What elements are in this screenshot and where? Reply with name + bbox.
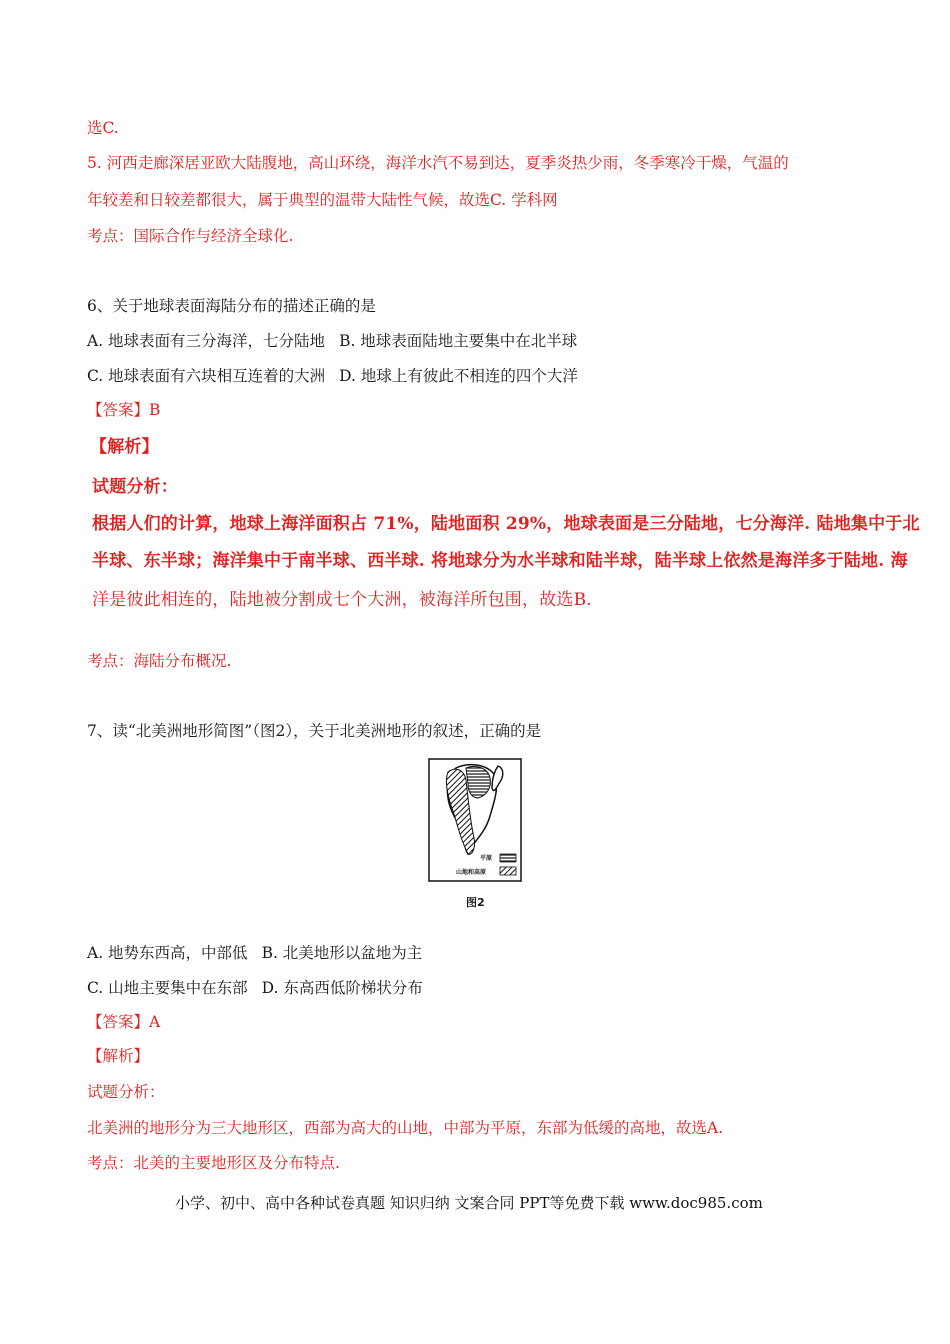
q7-options-row1 — [87, 943, 422, 963]
legend-mountain-swatch — [500, 867, 516, 875]
q5-kaodian: 考点：国际合作与经济全球化. — [87, 227, 294, 245]
q7-answer — [87, 1012, 160, 1032]
q6-options-row1 — [87, 331, 577, 351]
q7-kaodian: 考点：北美的主要地形区及分布特点. — [87, 1154, 340, 1172]
q6-option-d: D. 地球上有彼此不相连的四个大洋 — [339, 367, 578, 385]
q6-option-b: B. 地球表面陆地主要集中在北半球 — [339, 332, 578, 350]
q6-answer-value: B — [149, 401, 161, 419]
q7-answer-value: A — [149, 1013, 161, 1031]
q7-analysis-title: 试题分析： — [87, 1083, 165, 1101]
q7-option-b: B. 北美地形以盆地为主 — [261, 944, 423, 962]
q6-answer-label: 【答案】 — [87, 401, 150, 419]
q7-analysis-line1: 北美洲的地形分为三大地形区，西部为高大的山地，中部为平原，东部为低缓的高地，故选A. — [87, 1119, 724, 1137]
figure-caption: 图2 — [466, 896, 485, 909]
prev-answer-line: 选C. — [87, 119, 119, 137]
q6-analysis-label: 【解析】 — [90, 437, 159, 457]
q6-kaodian: 考点：海陆分布概况. — [87, 652, 232, 670]
q6-stem: 6、关于地球表面海陆分布的描述正确的是 — [87, 297, 376, 315]
q6-analysis-line3: 洋是彼此相连的，陆地被分割成七个大洲，被海洋所包围，故选B. — [92, 590, 592, 610]
q6-options-row2 — [87, 366, 578, 386]
page-footer: 小学、初中、高中各种试卷真题 知识归纳 文案合同 PPT等免费下载 www.doc985.com — [175, 1194, 763, 1212]
legend-plain-swatch — [500, 854, 516, 862]
q7-option-a: A. 地势东西高，中部低 — [87, 944, 248, 962]
q7-options-row2 — [87, 978, 423, 998]
q6-answer — [87, 400, 160, 420]
q7-stem: 7、读“北美洲地形简图”（图2），关于北美洲地形的叙述，正确的是 — [87, 722, 542, 740]
q6-analysis-line2: 半球、东半球；海洋集中于南半球、西半球. 将地球分为水半球和陆半球，陆半球上依然是海洋多于陆地. 海 — [92, 551, 908, 571]
q5-explanation-line2: 年较差和日较差都很大，属于典型的温带大陆性气候，故选C. 学科网 — [87, 191, 558, 209]
q7-answer-label: 【答案】 — [87, 1013, 150, 1031]
q7-option-c: C. 山地主要集中在东部 — [87, 979, 248, 997]
legend-mountain-label: 山地和高原 — [456, 869, 487, 876]
q6-analysis-title: 试题分析： — [92, 477, 178, 497]
q6-option-a: A. 地球表面有三分海洋，七分陆地 — [87, 332, 326, 350]
q6-option-c: C. 地球表面有六块相互连着的大洲 — [87, 367, 326, 385]
q6-analysis-line1: 根据人们的计算，地球上海洋面积占 71%，陆地面积 29%，地球表面是三分陆地，七分海洋. 陆地集中于北 — [92, 514, 920, 534]
q5-explanation-line1: 5. 河西走廊深居亚欧大陆腹地，高山环绕，海洋水汽不易到达，夏季炎热少雨，冬季寒冷干燥，气温的 — [87, 154, 789, 172]
q7-option-d: D. 东高西低阶梯状分布 — [261, 979, 423, 997]
north-america-terrain-map — [428, 758, 524, 888]
q7-analysis-label: 【解析】 — [87, 1047, 150, 1065]
legend-plain-label: 平原 — [480, 855, 493, 862]
